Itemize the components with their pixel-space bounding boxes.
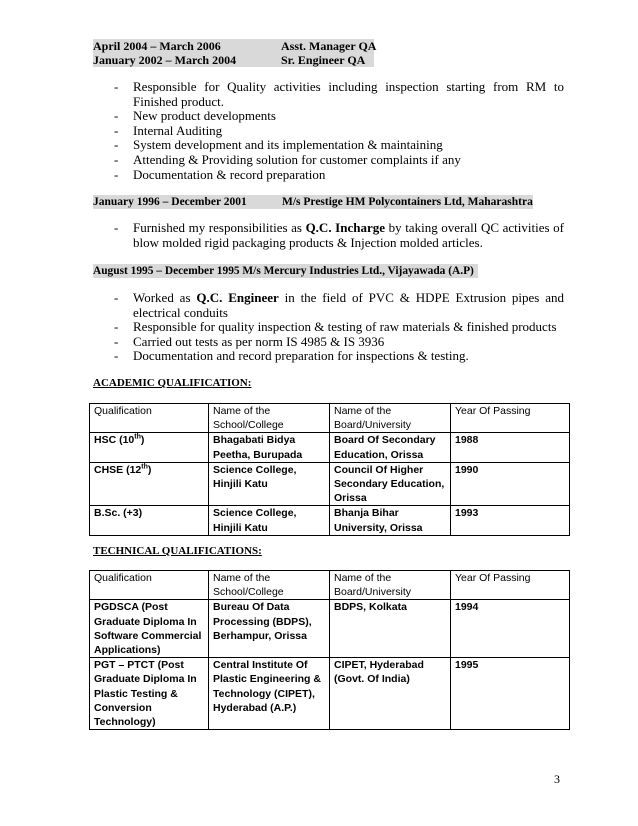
cell-year: 1990 [451, 462, 570, 506]
cell-year: 1995 [451, 658, 570, 730]
table-row [90, 506, 570, 535]
header-board: Name of the Board/University [330, 404, 451, 433]
qualification-text: CHSE (12 [94, 463, 142, 476]
list-item: - Internal Auditing [114, 124, 564, 139]
list-item [114, 221, 564, 250]
cell-school: Central Institute Of Plastic Engineering & Technology (CIPET), Hyderabad (A.P.) [209, 658, 330, 730]
period-april-2004: April 2004 – March 2006 [93, 39, 221, 53]
list-item: - Carried out tests as per norm IS 4985 & IS 3936 [114, 335, 564, 350]
qualification-text-end: ) [147, 463, 152, 476]
list-item: - Documentation & record preparation [114, 168, 564, 183]
table-header-row [90, 571, 570, 600]
list-item: - Responsible for quality inspection & testing of raw materials & finished products [114, 320, 564, 335]
responsibilities-list-3 [114, 291, 564, 364]
qualification-sup: th [134, 433, 141, 441]
technical-qualifications-title: TECHNICAL QUALIFICATIONS: [93, 545, 262, 557]
cell-school: Science College, Hinjili Katu [209, 462, 330, 506]
qualification-text-end: ) [140, 434, 145, 447]
period-january-2002: January 2002 – March 2004 [93, 53, 237, 67]
period-january-1996: January 1996 – December 2001 [93, 196, 247, 208]
cell-board: Bhanja Bihar University, Orissa [330, 506, 451, 535]
role-qc-engineer: Q.C. Engineer [196, 290, 279, 305]
list-item: - Documentation and record preparation for inspections & testing. [114, 349, 564, 364]
cell-school: Bureau Of Data Processing (BDPS), Berhampur, Orissa [209, 600, 330, 658]
table-row [90, 600, 570, 658]
table-row [90, 462, 570, 506]
list-item: - Attending & Providing solution for customer complaints if any [114, 153, 564, 168]
company-prestige: M/s Prestige HM Polycontainers Ltd, Maharashtra [282, 196, 533, 208]
header-qualification: Qualification [90, 404, 209, 433]
list-item: - Responsible for Quality activities including inspection starting from RM to Finished product. [114, 80, 564, 109]
responsibilities-list-1 [114, 80, 564, 182]
role-qc-incharge: Q.C. Incharge [305, 220, 385, 235]
cell-year: 1993 [451, 506, 570, 535]
cell-qualification [90, 433, 209, 462]
cell-qualification [90, 462, 209, 506]
technical-qualifications-table [89, 570, 570, 730]
list-item: - New product developments [114, 109, 564, 124]
table-row [90, 433, 570, 462]
cell-board: Council Of Higher Secondary Education, Orissa [330, 462, 451, 506]
cell-year: 1994 [451, 600, 570, 658]
cell-qualification: PGT – PTCT (Post Graduate Diploma In Plastic Testing & Conversion Technology) [90, 658, 209, 730]
page-number: 3 [554, 772, 560, 786]
header-year: Year Of Passing [451, 404, 570, 433]
cell-school: Bhagabati Bidya Peetha, Burupada [209, 433, 330, 462]
table-header-row [90, 404, 570, 433]
header-qualification: Qualification [90, 571, 209, 600]
academic-qualification-table [89, 403, 570, 536]
cell-qualification: B.Sc. (+3) [90, 506, 209, 535]
list-item-text: in the field of PVC & HDPE Extrusion pipes and electrical conduits [133, 290, 564, 320]
list-item-text: Furnished my responsibilities as [133, 220, 306, 235]
list-item [114, 291, 564, 320]
cell-board: BDPS, Kolkata [330, 600, 451, 658]
cell-board: CIPET, Hyderabad (Govt. Of India) [330, 658, 451, 730]
cell-year: 1988 [451, 433, 570, 462]
header-school: Name of the School/College [209, 404, 330, 433]
header-year: Year Of Passing [451, 571, 570, 600]
table-row [90, 658, 570, 730]
experience-header-1 [93, 39, 377, 67]
period-company-mercury: August 1995 – December 1995 M/s Mercury Industries Ltd., Vijayawada (A.P) [93, 265, 474, 277]
academic-qualification-title: ACADEMIC QUALIFICATION: [93, 377, 252, 389]
experience-header-2 [93, 195, 533, 209]
qualification-sup: th [141, 463, 148, 471]
cell-qualification: PGDSCA (Post Graduate Diploma In Software Commercial Applications) [90, 600, 209, 658]
list-item-text: Worked as [133, 290, 197, 305]
responsibilities-list-2 [114, 221, 564, 250]
header-board: Name of the Board/University [330, 571, 451, 600]
role-asst-manager-qa: Asst. Manager QA [281, 39, 377, 53]
qualification-text: HSC (10 [94, 434, 135, 447]
cell-school: Science College, Hinjili Katu [209, 506, 330, 535]
list-item-text: by taking overall QC activities of blow molded rigid packaging products & Injection molded articles. [133, 220, 564, 250]
experience-header-3 [93, 264, 478, 278]
header-school: Name of the School/College [209, 571, 330, 600]
cell-board: Board Of Secondary Education, Orissa [330, 433, 451, 462]
list-item: - System development and its implementation & maintaining [114, 138, 564, 153]
role-sr-engineer-qa: Sr. Engineer QA [281, 53, 366, 67]
